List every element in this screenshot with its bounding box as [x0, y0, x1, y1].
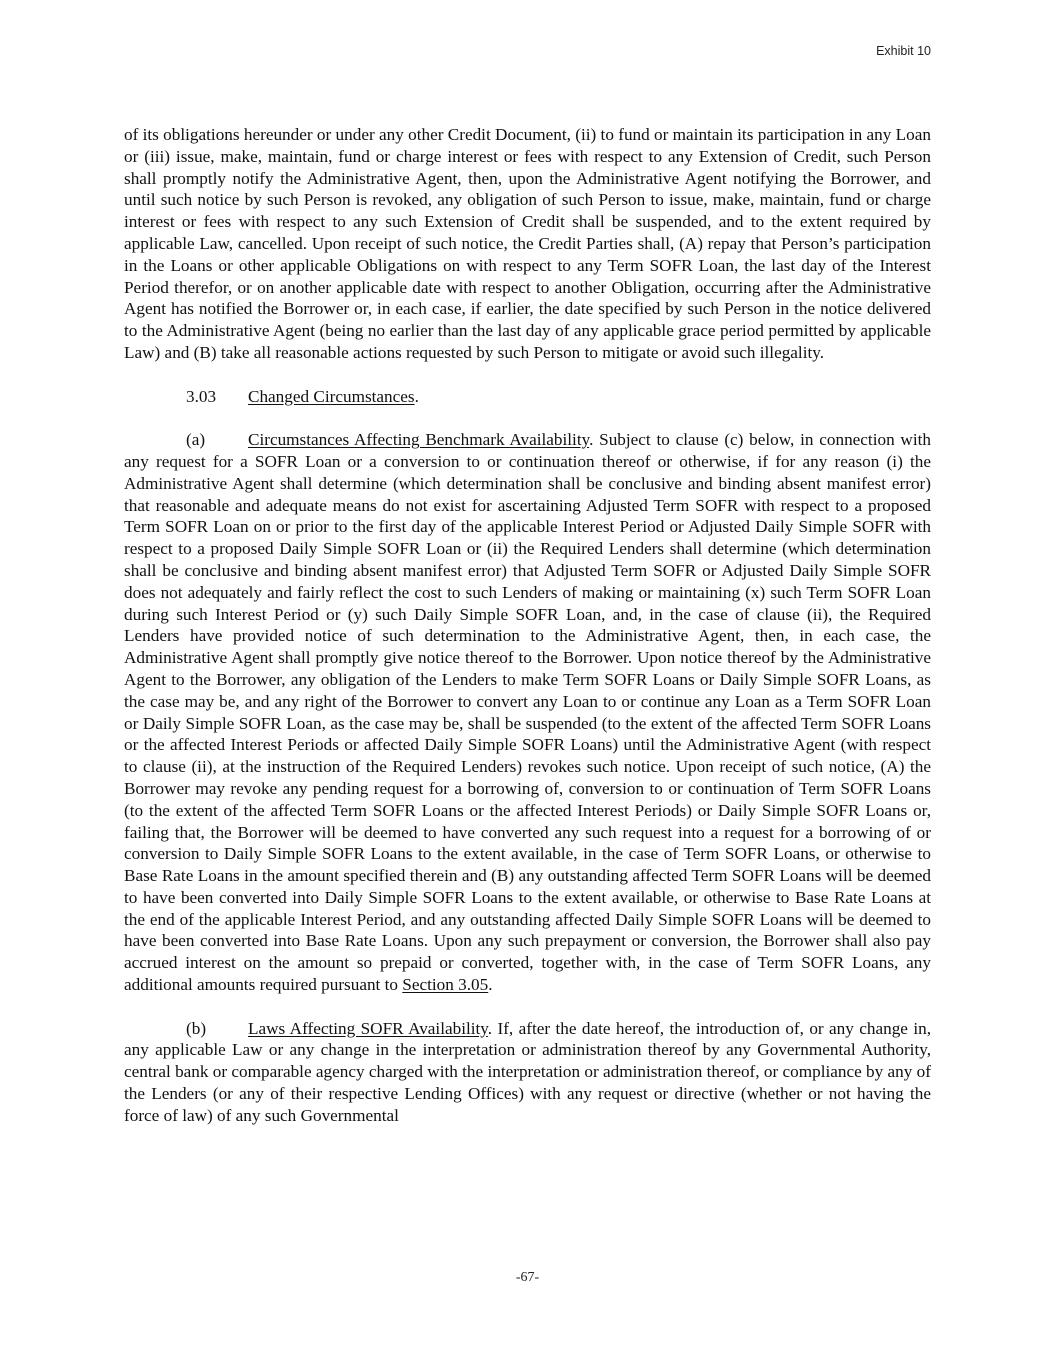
- paragraph-b-title: Laws Affecting SOFR Availability: [248, 1018, 488, 1038]
- paragraph-continuation: of its obligations hereunder or under any other Credit Document, (ii) to fund or maintain its participation in any Loan or (iii) issue, make, maintain, fund or charge interest or fees with respect to any Extension of Credit, such Person shall promptly notify the Administrative Agent, then, upon the Administrative Agent notifying the Borrower, and until such notice by such Person is revoked, any obligation of such Person to issue, make, maintain, fund or charge interest or fees with respect to any such Extension of Credit shall be suspended, and to the extent required by applicable Law, cancelled. Upon receipt of such notice, the Credit Parties shall, (A) repay that Person’s participation in the Loans or other applicable Obligations on with respect to any Term SOFR Loan, the last day of the Interest Period therefor, or on another applicable date with respect to another Obligation, occurring after the Administrative Agent has notified the Borrower or, in each case, if earlier, the date specified by such Person in the notice delivered to the Administrative Agent (being no earlier than the last day of any applicable grace period permitted by applicable Law) and (B) take all reasonable actions requested by such Person to mitigate or avoid such illegality.: [124, 125, 931, 362]
- paragraph-a: [124, 429, 931, 996]
- page-number: -67-: [515, 1270, 540, 1285]
- document-body: [124, 124, 931, 1148]
- section-number: 3.03: [186, 386, 217, 406]
- exhibit-label: Exhibit 10: [876, 44, 931, 58]
- paragraph-a-text: . Subject to clause (c) below, in connection with any request for a SOFR Loan or a conversion to or continuation thereof or otherwise, if for any reason (i) the Administrative Agent shall determine (which determination shall be conclusive and binding absent manifest error) that reasonable and adequate means do not exist for ascertaining Adjusted Term SOFR with respect to a proposed Term SOFR Loan on or prior to the first day of the applicable Interest Period or Adjusted Daily Simple SOFR with respect to a proposed Daily Simple SOFR Loan or (ii) the Required Lenders shall determine (which determination shall be conclusive and binding absent manifest error) that Adjusted Term SOFR or Adjusted Daily Simple SOFR does not adequately and fairly reflect the cost to such Lenders of making or maintaining (x) such Term SOFR Loan during such Interest Period or (y) such Daily Simple SOFR Loan, and, in the case of clause (ii), the Required Lenders have provided notice of such determination to the Administrative Agent, then, in each case, the Administrative Agent shall promptly give notice thereof to the Borrower. Upon notice thereof by the Administrative Agent to the Borrower, any obligation of the Lenders to make Term SOFR Loans or Daily Simple SOFR Loans, as the case may be, and any right of the Borrower to convert any Loan to or continue any Loan as a Term SOFR Loan or Daily Simple SOFR Loan, as the case may be, shall be suspended (to the extent of the affected Term SOFR Loans or the affected Interest Periods or affected Daily Simple SOFR Loans) until the Administrative Agent (with respect to clause (ii), at the instruction of the Required Lenders) revokes such notice. Upon receipt of such notice, (A) the Borrower may revoke any pending request for a borrowing of, conversion to or continuation of Term SOFR Loans (to the extent of the affected Term SOFR Loans or the affected Interest Periods) or Daily Simple SOFR Loans or, failing that, the Borrower will be deemed to have converted any such request into a request for a borrowing of or conversion to Daily Simple SOFR Loans to the extent available, in the case of Term SOFR Loans, or otherwise to Base Rate Loans in the amount specified therein and (B) any outstanding affected Term SOFR Loans will be deemed to have been converted into Daily Simple SOFR Loans to the extent available, or otherwise to Base Rate Loans at the end of the applicable Interest Period, and any outstanding affected Daily Simple SOFR Loans will be deemed to have been converted into Base Rate Loans. Upon any such prepayment or conversion, the Borrower shall also pay accrued interest on the amount so prepaid or converted, together with, in the case of Term SOFR Loans, any additional amounts required pursuant to: [124, 430, 931, 995]
- paragraph-b-text: . If, after the date hereof, the introduction of, or any change in, any applicable Law or any change in the interpretation or administration thereof by any Governmental Authority, central bank or comparable agency charged with the interpretation or administration thereof, or compliance by any of the Lenders (or any of their respective Lending Offices) with any request or directive (whether or not having the force of law) of any such Governmental: [124, 1018, 931, 1125]
- paragraph-a-label: (a): [186, 430, 206, 450]
- paragraph-a-end: .: [488, 975, 493, 995]
- paragraph-b: [124, 1018, 931, 1127]
- section-title-period: .: [414, 386, 419, 406]
- section-heading: [124, 386, 931, 408]
- section-title: Changed Circumstances: [248, 386, 415, 406]
- paragraph-b-label: (b): [186, 1018, 207, 1038]
- paragraph-a-title: Circumstances Affecting Benchmark Availability: [248, 430, 590, 450]
- section-reference-link[interactable]: Section 3.05: [402, 975, 489, 995]
